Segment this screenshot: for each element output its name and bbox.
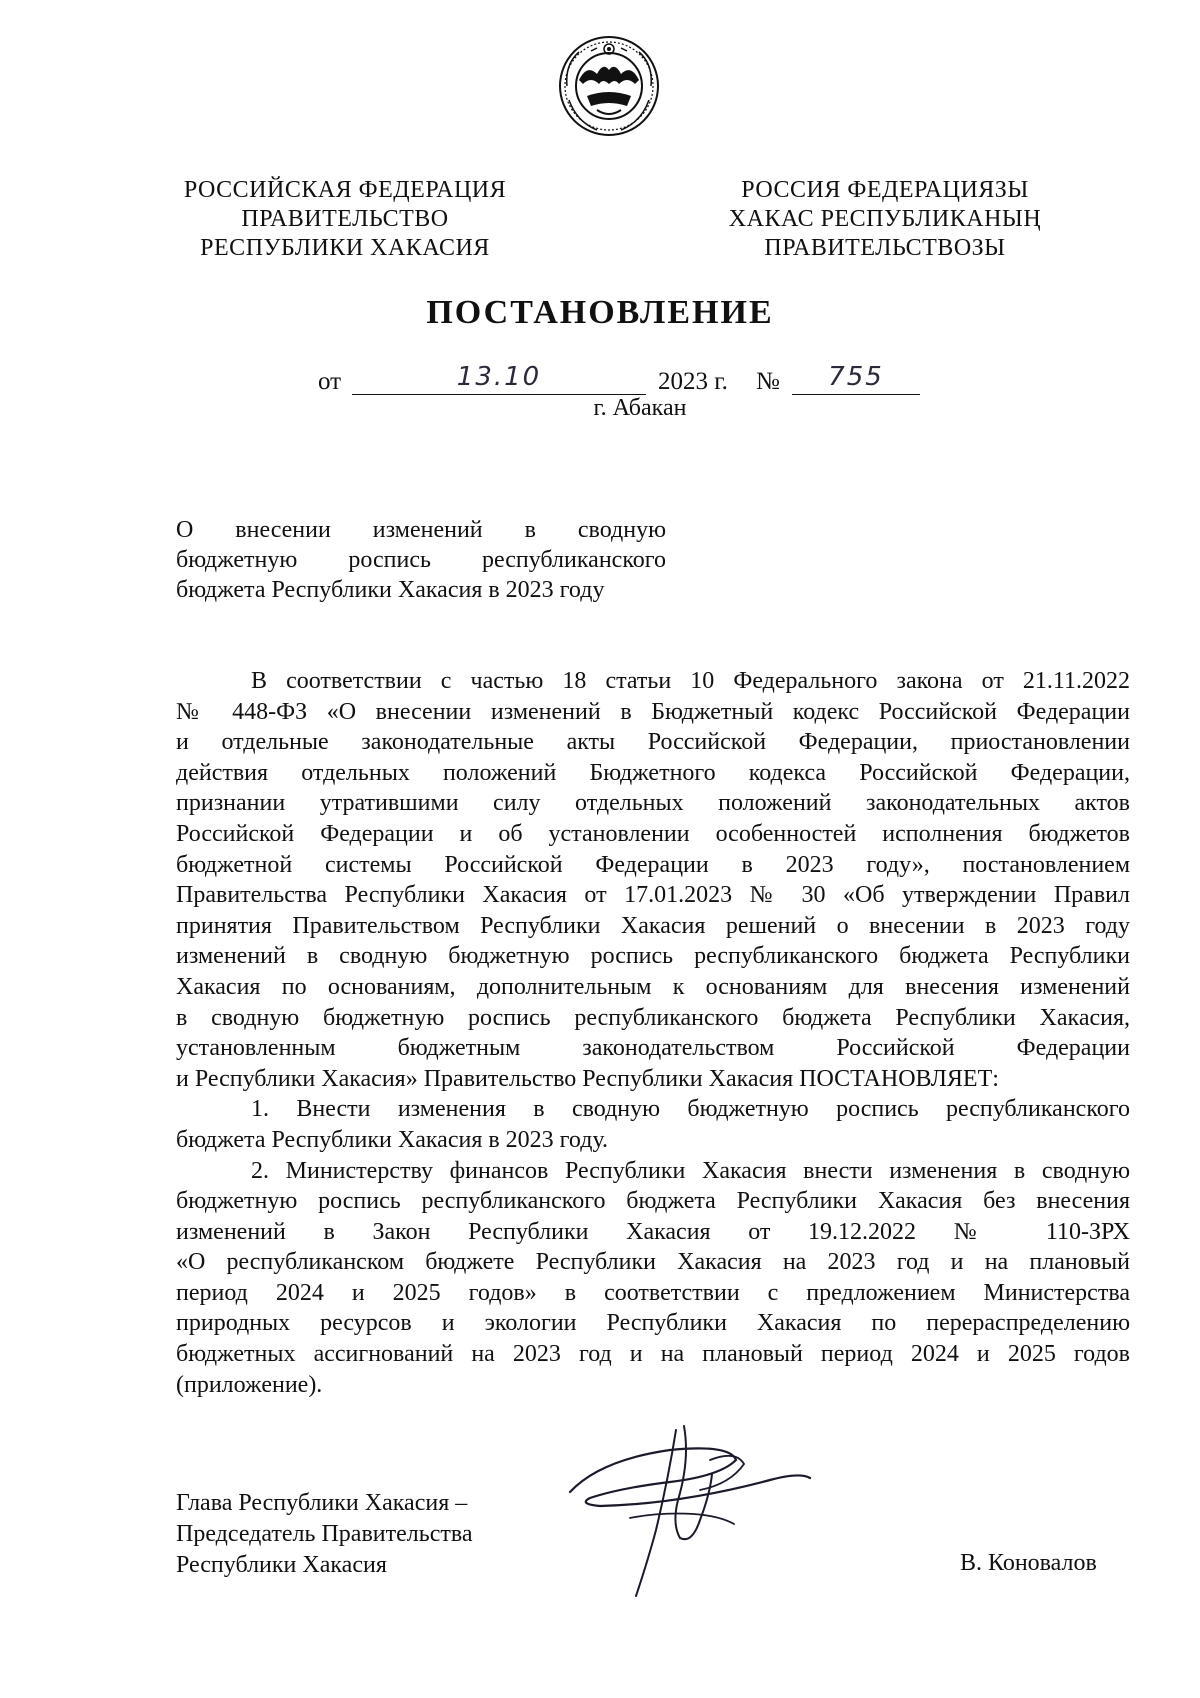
item-1-line: бюджета Республики Хакасия в 2023 году. <box>176 1126 609 1153</box>
subject-line-1: О внесении изменений в сводную <box>176 517 666 543</box>
subject-block <box>176 515 666 605</box>
preamble-line: бюджетной системы Российской Федерации в 2023 году», постановлением <box>176 851 1130 878</box>
preamble-line: признании утратившими силу отдельных положений законодательных актов <box>176 790 1130 817</box>
signatory-title-line-2: Председатель Правительства <box>176 1521 473 1547</box>
preamble-line: № 448-ФЗ «О внесении изменений в Бюджетный кодекс Российской Федерации <box>176 698 1130 725</box>
header-right-line-3: ПРАВИТЕЛЬСТВОЗЫ <box>764 235 1006 261</box>
body-text <box>176 666 1130 1400</box>
preamble-line: и Республики Хакасия» Правительство Республики Хакасия ПОСТАНОВЛЯЕТ: <box>176 1065 999 1092</box>
preamble-line: принятия Правительством Республики Хакасия решений о внесении в 2023 году <box>176 912 1130 939</box>
item-2-line: изменений в Закон Республики Хакасия от 19.12.2022 № 110-ЗРХ <box>176 1218 1130 1245</box>
item-2-line: бюджетных ассигнований на 2023 год и на плановый период 2024 и 2025 годов <box>176 1341 1130 1368</box>
header-russian <box>150 176 540 263</box>
preamble-line: Российской Федерации и об установлении особенностей исполнения бюджетов <box>176 820 1130 847</box>
signatory-title <box>176 1488 473 1581</box>
item-2-line: «О республиканском бюджете Республики Хакасия на 2023 год и на плановый <box>176 1249 1130 1276</box>
preamble-line: и отдельные законодательные акты Российской Федерации, приостановлении <box>176 729 1130 756</box>
item-2-line: природных ресурсов и экологии Республики Хакасия по перераспределению <box>176 1310 1130 1337</box>
header-left-line-3: РЕСПУБЛИКИ ХАКАСИЯ <box>200 235 490 261</box>
preamble-line: в сводную бюджетную роспись республиканского бюджета Республики Хакасия, <box>176 1004 1130 1031</box>
number-label: № <box>756 368 780 395</box>
preamble-line: В соответствии с частью 18 статьи 10 Федерального закона от 21.11.2022 <box>251 668 1130 694</box>
signatory-title-line-3: Республики Хакасия <box>176 1552 387 1578</box>
handwritten-signature <box>560 1420 820 1610</box>
city-line: г. Абакан <box>593 395 687 421</box>
header-left-line-1: РОССИЙСКАЯ ФЕДЕРАЦИЯ <box>183 177 507 203</box>
date-prefix: от <box>318 368 342 395</box>
subject-line-3: бюджета Республики Хакасия в 2023 году <box>176 577 605 603</box>
date-handwritten: 13.10 <box>352 362 646 395</box>
header-right-line-1: РОССИЯ ФЕДЕРАЦИЯЗЫ <box>741 177 1029 203</box>
item-2-line: период 2024 и 2025 годов» в соответствии с предложением Министерства <box>176 1279 1130 1306</box>
signatory-name: В. Коновалов <box>960 1550 1097 1576</box>
preamble-line: Правительства Республики Хакасия от 17.01.2023 № 30 «Об утверждении Правил <box>176 882 1130 909</box>
signatory-title-line-1: Глава Республики Хакасия – <box>176 1490 468 1516</box>
subject-line-2: бюджетную роспись республиканского <box>176 547 666 573</box>
header-khakas <box>690 176 1080 263</box>
coat-of-arms-emblem <box>557 34 661 138</box>
preamble-line: установленным бюджетным законодательством Российской Федерации <box>176 1035 1130 1062</box>
header-left-line-2: ПРАВИТЕЛЬСТВО <box>241 206 449 232</box>
document-type-title: ПОСТАНОВЛЕНИЕ <box>426 294 774 331</box>
preamble-line: действия отдельных положений Бюджетного кодекса Российской Федерации, <box>176 759 1130 786</box>
item-2-line: бюджетную роспись республиканского бюджета Республики Хакасия без внесения <box>176 1188 1130 1215</box>
item-2-line: (приложение). <box>176 1371 323 1398</box>
preamble-line: Хакасия по основаниям, дополнительным к основаниям для внесения изменений <box>176 973 1130 1000</box>
header-right-line-2: ХАКАС РЕСПУБЛИКАНЫҢ <box>728 206 1042 232</box>
item-2-line: 2. Министерству финансов Республики Хакасия внести изменения в сводную <box>251 1157 1130 1184</box>
number-handwritten: 755 <box>792 362 920 395</box>
year-label: 2023 г. <box>658 368 728 395</box>
item-1-line: 1. Внести изменения в сводную бюджетную роспись республиканского <box>251 1096 1130 1123</box>
preamble-line: изменений в сводную бюджетную роспись республиканского бюджета Республики <box>176 943 1130 970</box>
